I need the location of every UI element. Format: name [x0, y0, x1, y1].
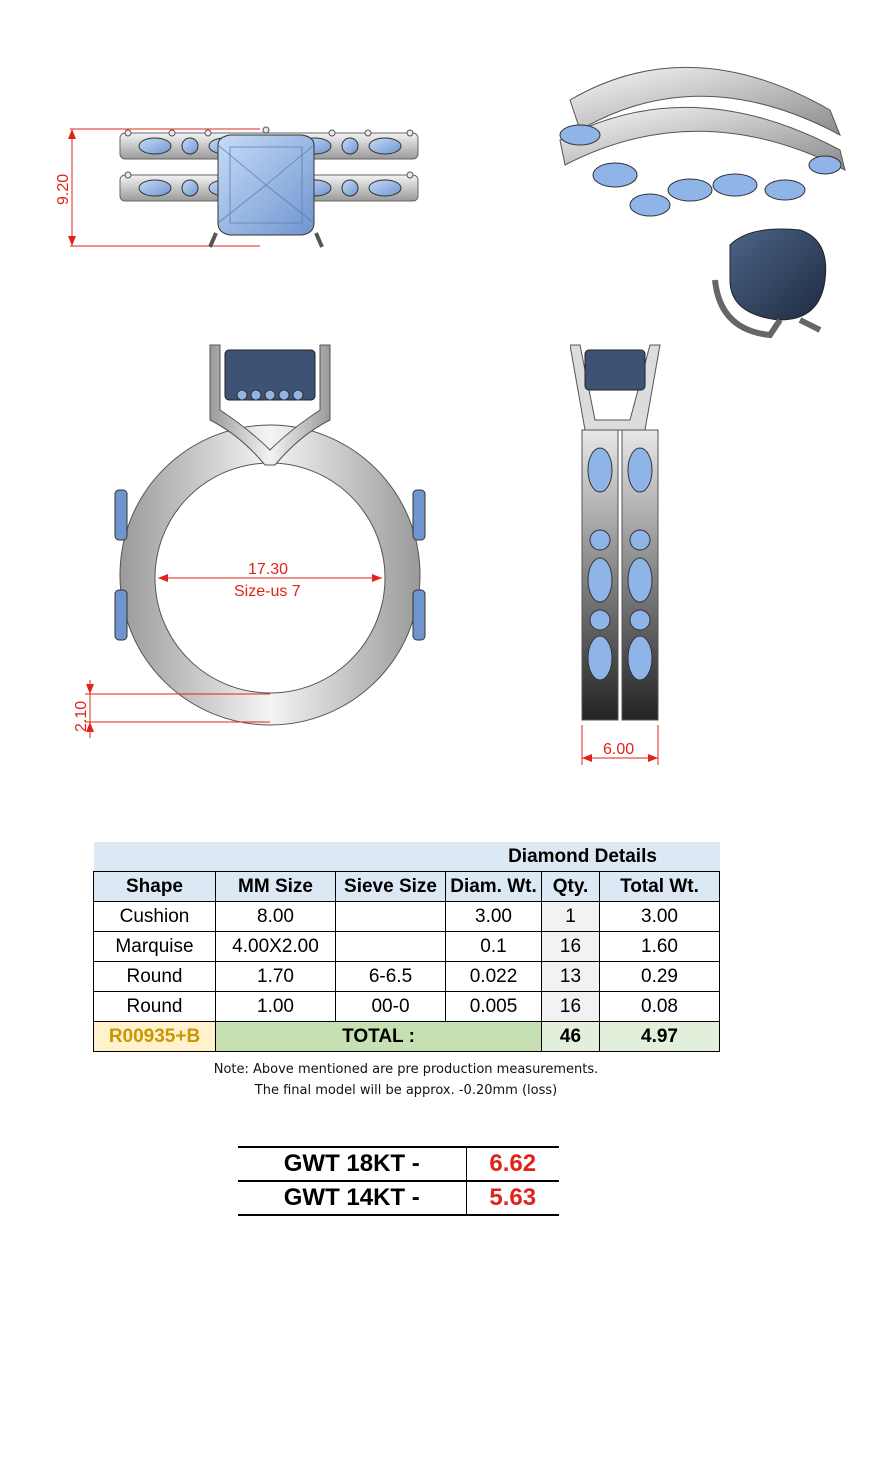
gwt-label: GWT 18KT - [238, 1147, 466, 1181]
band-thickness-dim: 2.10 [73, 700, 90, 732]
profile-view-drawing [570, 340, 680, 770]
table-row [94, 992, 720, 1022]
gwt-label: GWT 14KT - [238, 1181, 466, 1215]
cell-diam-wt: 0.005 [446, 992, 542, 1022]
front-view-drawing [40, 115, 440, 265]
table-row [94, 932, 720, 962]
note-line-2: The final model will be approx. -0.20mm (loss) [254, 1083, 558, 1098]
cell-diam-wt: 3.00 [446, 902, 542, 932]
side-view-drawing [70, 340, 440, 750]
table-title: Diamond Details [446, 842, 720, 872]
cell-shape: Round [94, 992, 216, 1022]
table-header-row [94, 872, 720, 902]
perspective-view-drawing [540, 40, 860, 340]
cell-shape: Cushion [94, 902, 216, 932]
width-dim: 6.00 [603, 741, 635, 758]
note-line-1: Note: Above mentioned are pre production measurements. [213, 1062, 599, 1077]
gross-weight-table [238, 1146, 559, 1216]
cell-shape: Marquise [94, 932, 216, 962]
header-total-wt: Total Wt. [600, 872, 720, 902]
cell-qty: 1 [542, 902, 600, 932]
table-row [238, 1147, 559, 1181]
cell-diam-wt: 0.022 [446, 962, 542, 992]
gwt-value: 5.63 [466, 1181, 559, 1215]
table-row [94, 962, 720, 992]
ring-size-label: Size-us 7 [234, 583, 301, 600]
total-label: TOTAL : [216, 1022, 542, 1052]
header-shape: Shape [94, 872, 216, 902]
inner-diameter-dim: 17.30 [248, 561, 289, 578]
cell-sieve-size: 6-6.5 [336, 962, 446, 992]
table-row [94, 902, 720, 932]
cell-total-wt: 0.08 [600, 992, 720, 1022]
cell-sieve-size: 00-0 [336, 992, 446, 1022]
table-title-row [94, 842, 720, 872]
cell-qty: 16 [542, 992, 600, 1022]
cell-mm-size: 4.00X2.00 [216, 932, 336, 962]
diamond-details-table [93, 842, 720, 1052]
total-qty: 46 [542, 1022, 600, 1052]
header-diam-wt: Diam. Wt. [446, 872, 542, 902]
cell-total-wt: 1.60 [600, 932, 720, 962]
total-wt: 4.97 [600, 1022, 720, 1052]
header-sieve-size: Sieve Size [336, 872, 446, 902]
model-code: R00935+B [94, 1022, 216, 1052]
cell-diam-wt: 0.1 [446, 932, 542, 962]
cell-total-wt: 0.29 [600, 962, 720, 992]
cell-mm-size: 8.00 [216, 902, 336, 932]
cell-mm-size: 1.00 [216, 992, 336, 1022]
table-total-row [94, 1022, 720, 1052]
cell-sieve-size [336, 902, 446, 932]
front-height-dim: 9.20 [55, 173, 72, 205]
table-row [238, 1181, 559, 1215]
cell-total-wt: 3.00 [600, 902, 720, 932]
gwt-value: 6.62 [466, 1147, 559, 1181]
cell-qty: 16 [542, 932, 600, 962]
cell-qty: 13 [542, 962, 600, 992]
cell-mm-size: 1.70 [216, 962, 336, 992]
cell-sieve-size [336, 932, 446, 962]
header-qty: Qty. [542, 872, 600, 902]
header-mm-size: MM Size [216, 872, 336, 902]
cell-shape: Round [94, 962, 216, 992]
